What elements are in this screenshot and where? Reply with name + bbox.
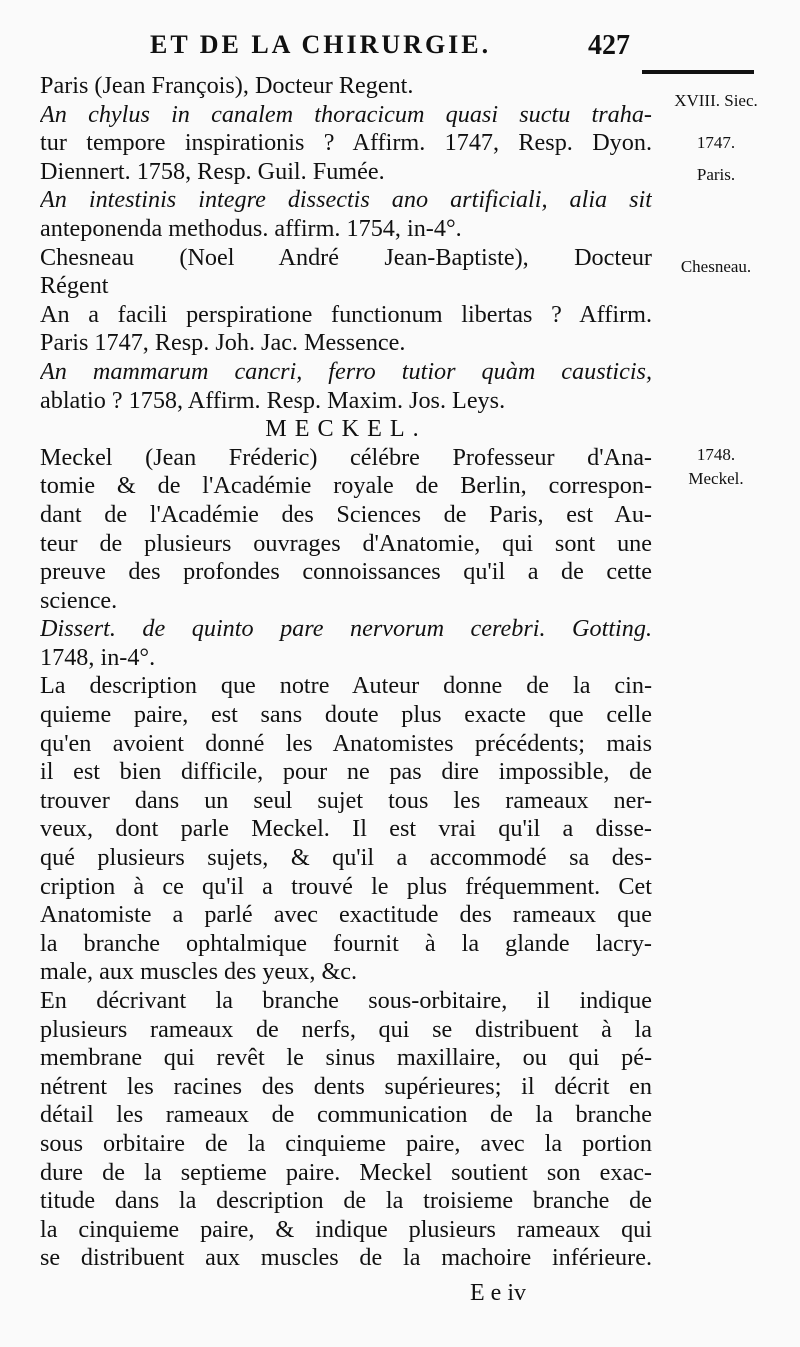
text-line: Anatomiste a parlé avec exactitude des rameaux que xyxy=(40,901,652,929)
text-line: se distribuent aux muscles de la machoire inférieure. xyxy=(40,1244,652,1272)
text-line: sous orbitaire de la cinquieme paire, avec la portion xyxy=(40,1129,652,1157)
margin-year-1748: 1748. xyxy=(696,445,736,464)
margin-century: XVIII. Siec. xyxy=(674,91,758,110)
text-line: cription à ce qu'il a trouvé le plus fréquemment. Cet xyxy=(40,872,652,900)
margin-rule xyxy=(642,70,754,74)
text-line: La description que notre Auteur donne de la cin- xyxy=(40,672,652,700)
text-line: nétrent les racines des dents supérieures; il décrit en xyxy=(40,1072,652,1100)
body-text xyxy=(40,72,652,1273)
text-line: Dissert. de quinto pare nervorum cerebri. Gotting. xyxy=(40,615,652,643)
text-line: Paris 1747, Resp. Joh. Jac. Messence. xyxy=(40,329,406,357)
text-line: la branche ophtalmique fournit à la glande lacry- xyxy=(40,929,652,957)
text-line: veux, dont parle Meckel. Il est vrai qu'il a disse- xyxy=(40,815,652,843)
text-line: science. xyxy=(40,586,118,614)
text-line: An mammarum cancri, ferro tutior quàm causticis, xyxy=(40,357,652,385)
text-line: qu'en avoient donné les Anatomistes précédents; mais xyxy=(40,729,652,757)
text-line: 1748, in-4°. xyxy=(40,643,156,671)
text-line: male, aux muscles des yeux, &c. xyxy=(40,958,358,986)
text-line: il est bien difficile, pour ne pas dire impossible, de xyxy=(40,758,652,786)
page-number: 427 xyxy=(588,30,630,61)
text-line: anteponenda methodus. affirm. 1754, in-4°. xyxy=(40,214,462,242)
text-line: titude dans la description de la troisieme branche de xyxy=(40,1187,652,1215)
text-line: Chesneau (Noel André Jean-Baptiste), Docteur xyxy=(40,243,652,271)
text-line: dure de la septieme paire. Meckel soutient son exac- xyxy=(40,1158,652,1186)
text-line: MECKEL. xyxy=(265,415,427,443)
margin-name-chesneau: Chesneau. xyxy=(680,257,752,276)
text-line: Meckel (Jean Fréderic) célébre Professeur d'Ana- xyxy=(40,443,652,471)
margin-year-1747: 1747. xyxy=(696,133,736,152)
running-header: ET DE LA CHIRURGIE. xyxy=(150,30,492,59)
text-line: membrane qui revêt le sinus maxillaire, ou qui pé- xyxy=(40,1044,652,1072)
text-line: En décrivant la branche sous-orbitaire, il indique xyxy=(40,987,652,1014)
text-line: tomie & de l'Académie royale de Berlin, correspon- xyxy=(40,472,652,500)
text-line: détail les rameaux de communication de la branche xyxy=(40,1101,652,1129)
text-line: Paris (Jean François), Docteur Regent. xyxy=(40,72,414,99)
margin-place: Paris. xyxy=(696,165,736,184)
text-line: trouver dans un seul sujet tous les rameaux ner- xyxy=(40,786,652,814)
text-line: plusieurs rameaux de nerfs, qui se distribuent à la xyxy=(40,1015,652,1043)
text-line: la cinquieme paire, & indique plusieurs rameaux qui xyxy=(40,1215,652,1243)
text-line: Régent xyxy=(40,272,109,300)
text-line: quieme paire, est sans doute plus exacte que celle xyxy=(40,701,652,729)
text-line: An a facili perspiratione functionum libertas ? Affirm. xyxy=(40,300,652,328)
text-line: qué plusieurs sujets, & qu'il a accommodé sa des- xyxy=(40,844,652,872)
text-line: An chylus in canalem thoracicum quasi suctu traha- xyxy=(40,100,652,128)
margin-name-meckel: Meckel. xyxy=(688,469,744,488)
text-line: teur de plusieurs ouvrages d'Anatomie, qui sont une xyxy=(40,529,652,557)
text-line: An intestinis integre dissectis ano artificiali, alia sit xyxy=(40,186,652,214)
text-line: preuve des profondes connoissances qu'il a de cette xyxy=(40,558,652,586)
text-line: ablatio ? 1758, Affirm. Resp. Maxim. Jos. Leys. xyxy=(40,386,506,414)
text-line: tur tempore inspirationis ? Affirm. 1747, Resp. Dyon. xyxy=(40,129,652,157)
text-line: dant de l'Académie des Sciences de Paris, est Au- xyxy=(40,500,652,528)
signature-mark: E e iv xyxy=(470,1280,526,1306)
text-line: Diennert. 1758, Resp. Guil. Fumée. xyxy=(40,157,385,185)
